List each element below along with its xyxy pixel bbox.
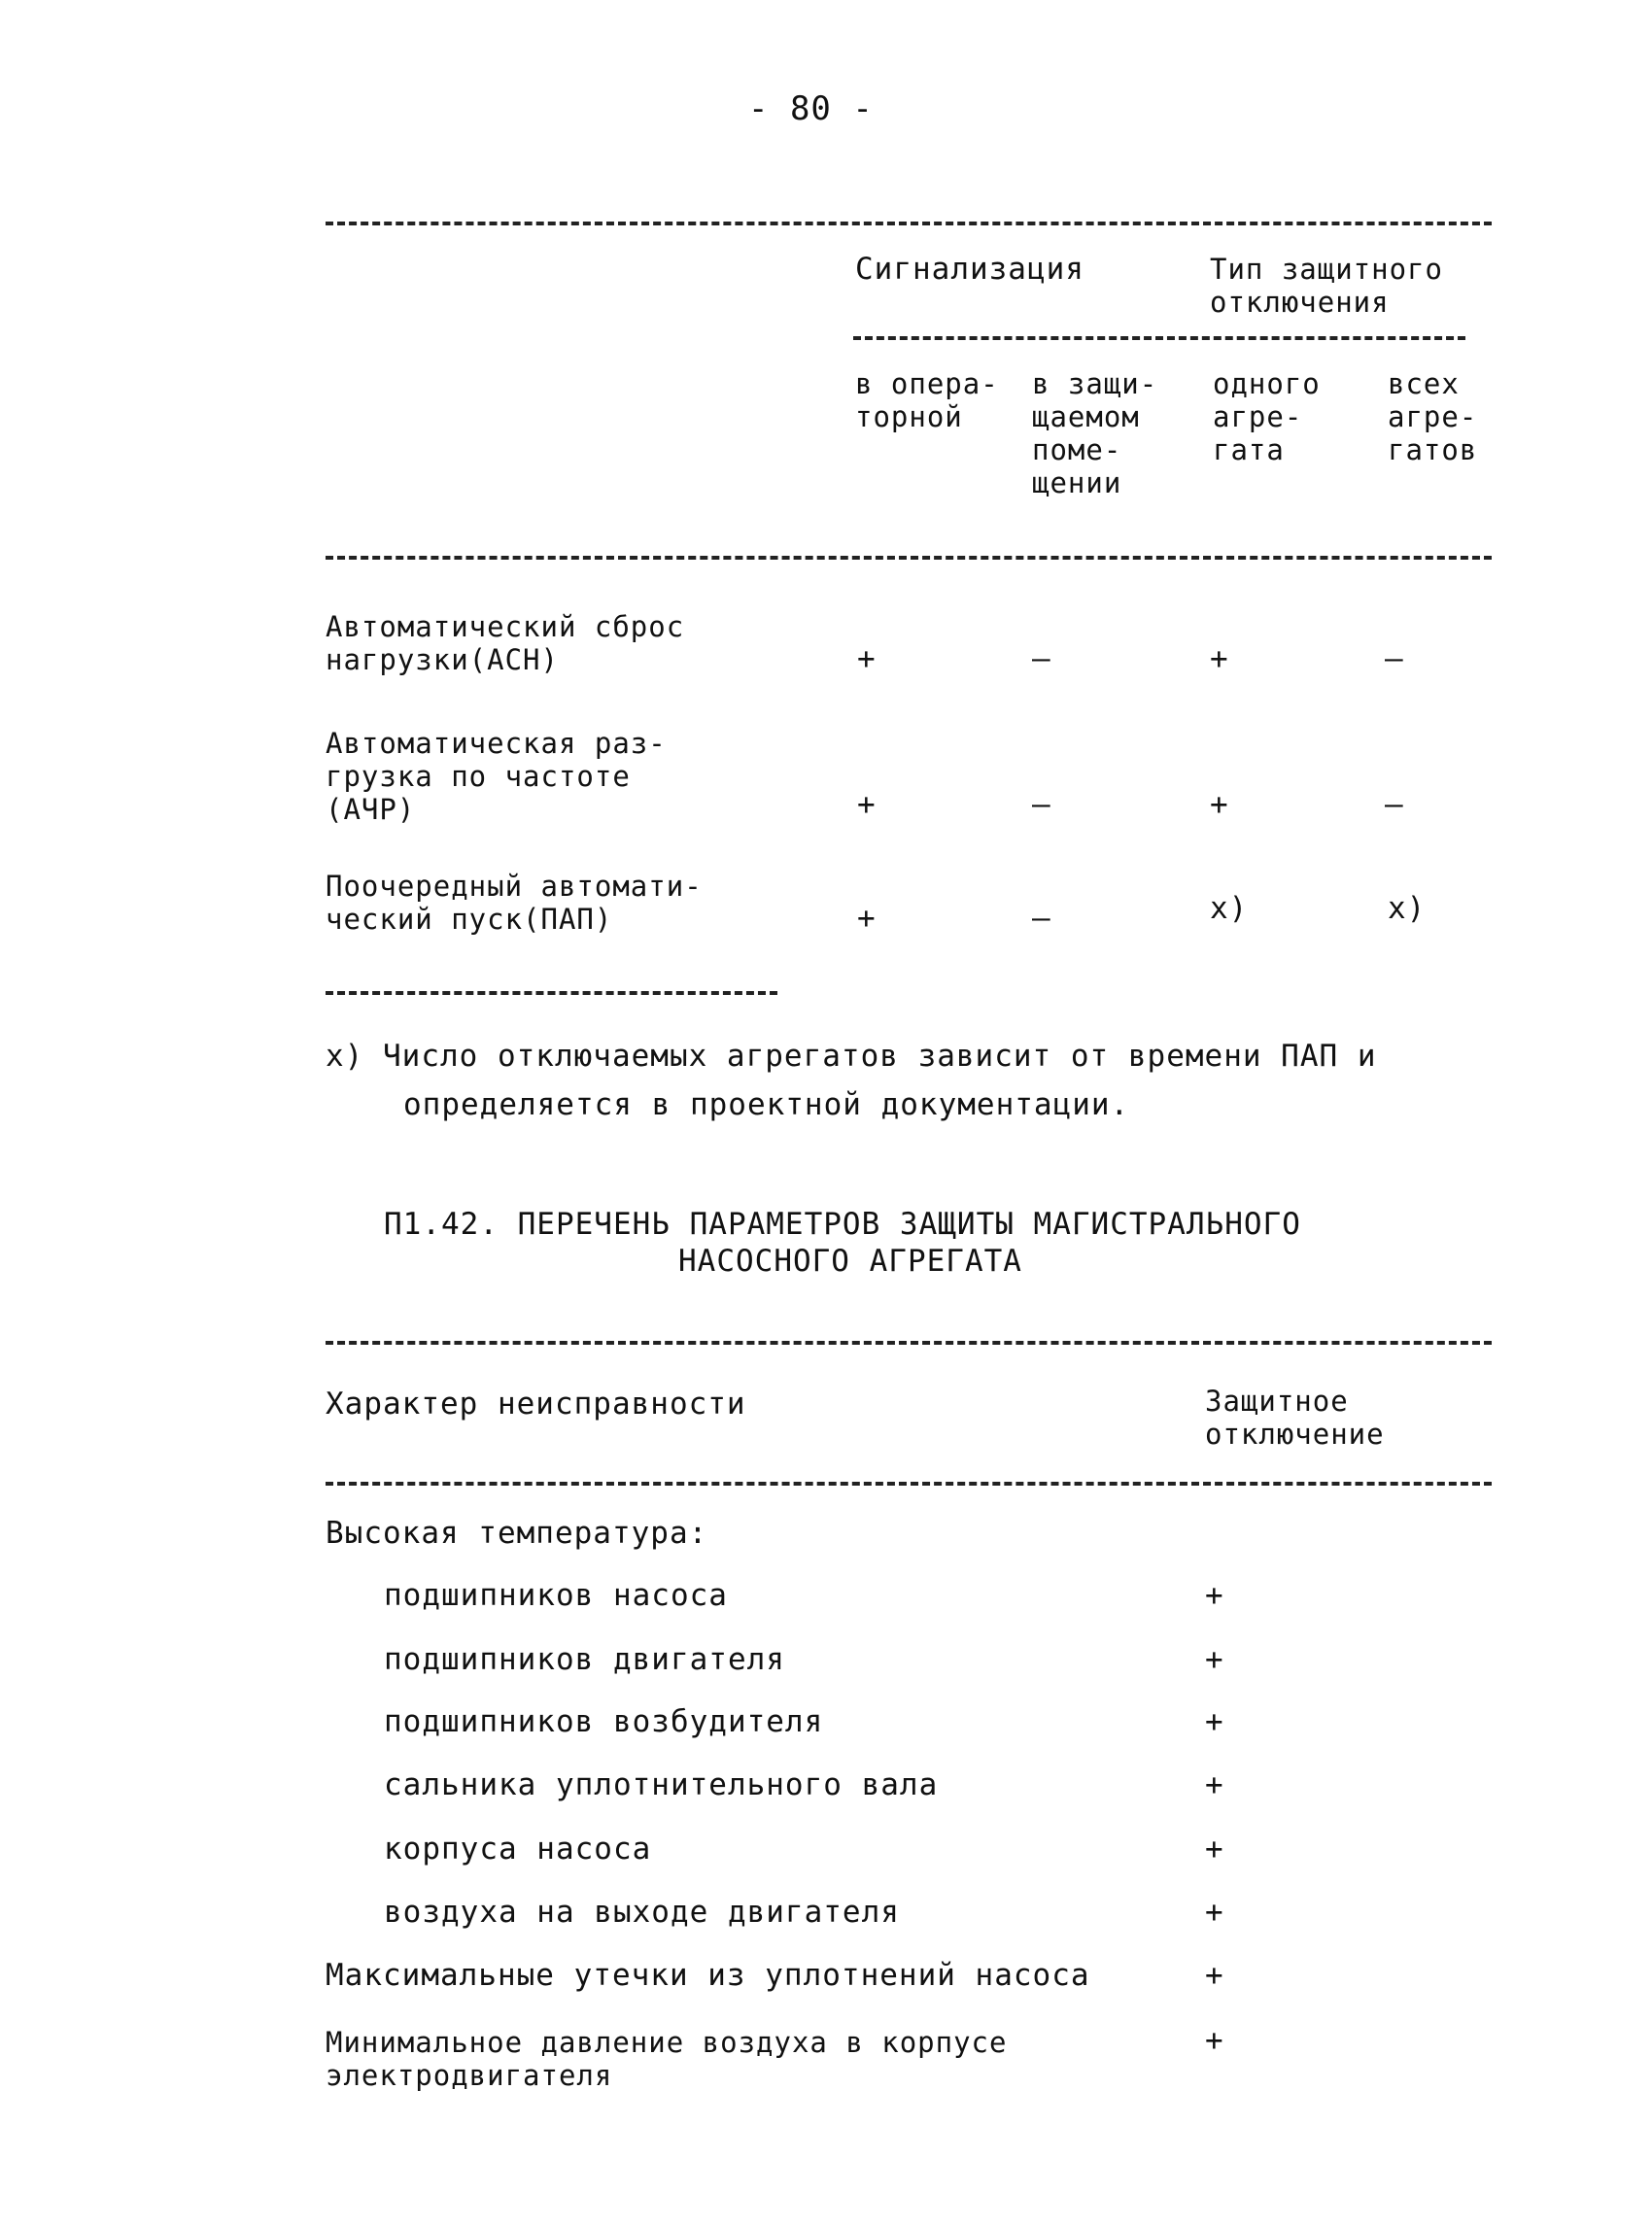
table2-header-left: Характер неисправности [326,1387,746,1422]
table1-row-cell-col2: – [1032,901,1051,936]
table1-signal-group-header: Сигнализация [855,252,1084,287]
table1-subheader-rule [853,336,1465,340]
table1-top-rule [326,222,1492,225]
table1-row-cell-col4: – [1385,787,1404,822]
table1-row-name: Автоматический сброс нагрузки(АСН) [326,610,685,676]
table1-header-rule [326,556,1492,560]
table2-row-value: + [1205,1642,1224,1677]
table2-extra-row-name: Минимальное давление воздуха в корпусе электродвигателя [326,2026,1008,2092]
table1-row-cell-col3: + [1210,787,1229,822]
table2-row-name: сальника уплотнительного вала [384,1767,939,1802]
table1-row-cell-col2: – [1032,787,1051,822]
table2-group-label: Высокая температура: [326,1516,708,1551]
table1-col2-header: в защи- щаемом поме- щении [1032,367,1158,499]
table2-extra-row-name: Максимальные утечки из уплотнений насоса [326,1958,1090,1993]
table1-row-name: Поочередный автомати- ческий пуск(ПАП) [326,870,703,936]
table2-row-value: + [1205,1832,1224,1867]
table1-row-cell-col4: x) [1388,891,1427,926]
table2-extra-row-value: + [1205,2023,1224,2058]
table2-row-value: + [1205,1704,1224,1739]
table1-row-cell-col2: – [1032,641,1051,676]
table1-trip-group-header: Тип защитного отключения [1210,253,1443,319]
table1-col3-header: одного агре- гата [1213,367,1321,466]
table1-bottom-rule [326,991,777,995]
table2-row-name: корпуса насоса [384,1832,652,1867]
table1-row-cell-col1: + [857,901,877,936]
page-number: - 80 - [748,89,874,128]
table2-extra-row-value: + [1205,1958,1224,1993]
table1-row-cell-col3: + [1210,641,1229,676]
table2-row-name: подшипников насоса [384,1578,728,1613]
table2-header-right: Защитное отключение [1205,1385,1385,1451]
table2-row-value: + [1205,1578,1224,1613]
table2-row-value: + [1205,1767,1224,1802]
table1-row-cell-col4: – [1385,641,1404,676]
table2-row-name: подшипников возбудителя [384,1704,824,1739]
table2-top-rule [326,1341,1492,1345]
footnote-line: x) Число отключаемых агрегатов зависит от времени ПАП и [326,1039,1377,1074]
section-title: НАСОСНОГО АГРЕГАТА [678,1244,1022,1279]
table2-row-name: подшипников двигателя [384,1642,785,1677]
table1-row-cell-col3: x) [1210,891,1249,926]
table1-col4-header: всех агре- гатов [1388,367,1478,466]
table2-row-name: воздуха на выходе двигателя [384,1895,900,1930]
table1-row-name: Автоматическая раз- грузка по частоте (АЧР) [326,727,667,826]
table2-header-rule [326,1482,1492,1486]
section-title: П1.42. ПЕРЕЧЕНЬ ПАРАМЕТРОВ ЗАЩИТЫ МАГИСТРАЛЬНОГО [384,1207,1301,1242]
table1-col1-header: в опера- торной [855,367,999,433]
table1-row-cell-col1: + [857,787,877,822]
table1-row-cell-col1: + [857,641,877,676]
table2-row-value: + [1205,1895,1224,1930]
footnote-line: определяется в проектной документации. [403,1087,1130,1122]
